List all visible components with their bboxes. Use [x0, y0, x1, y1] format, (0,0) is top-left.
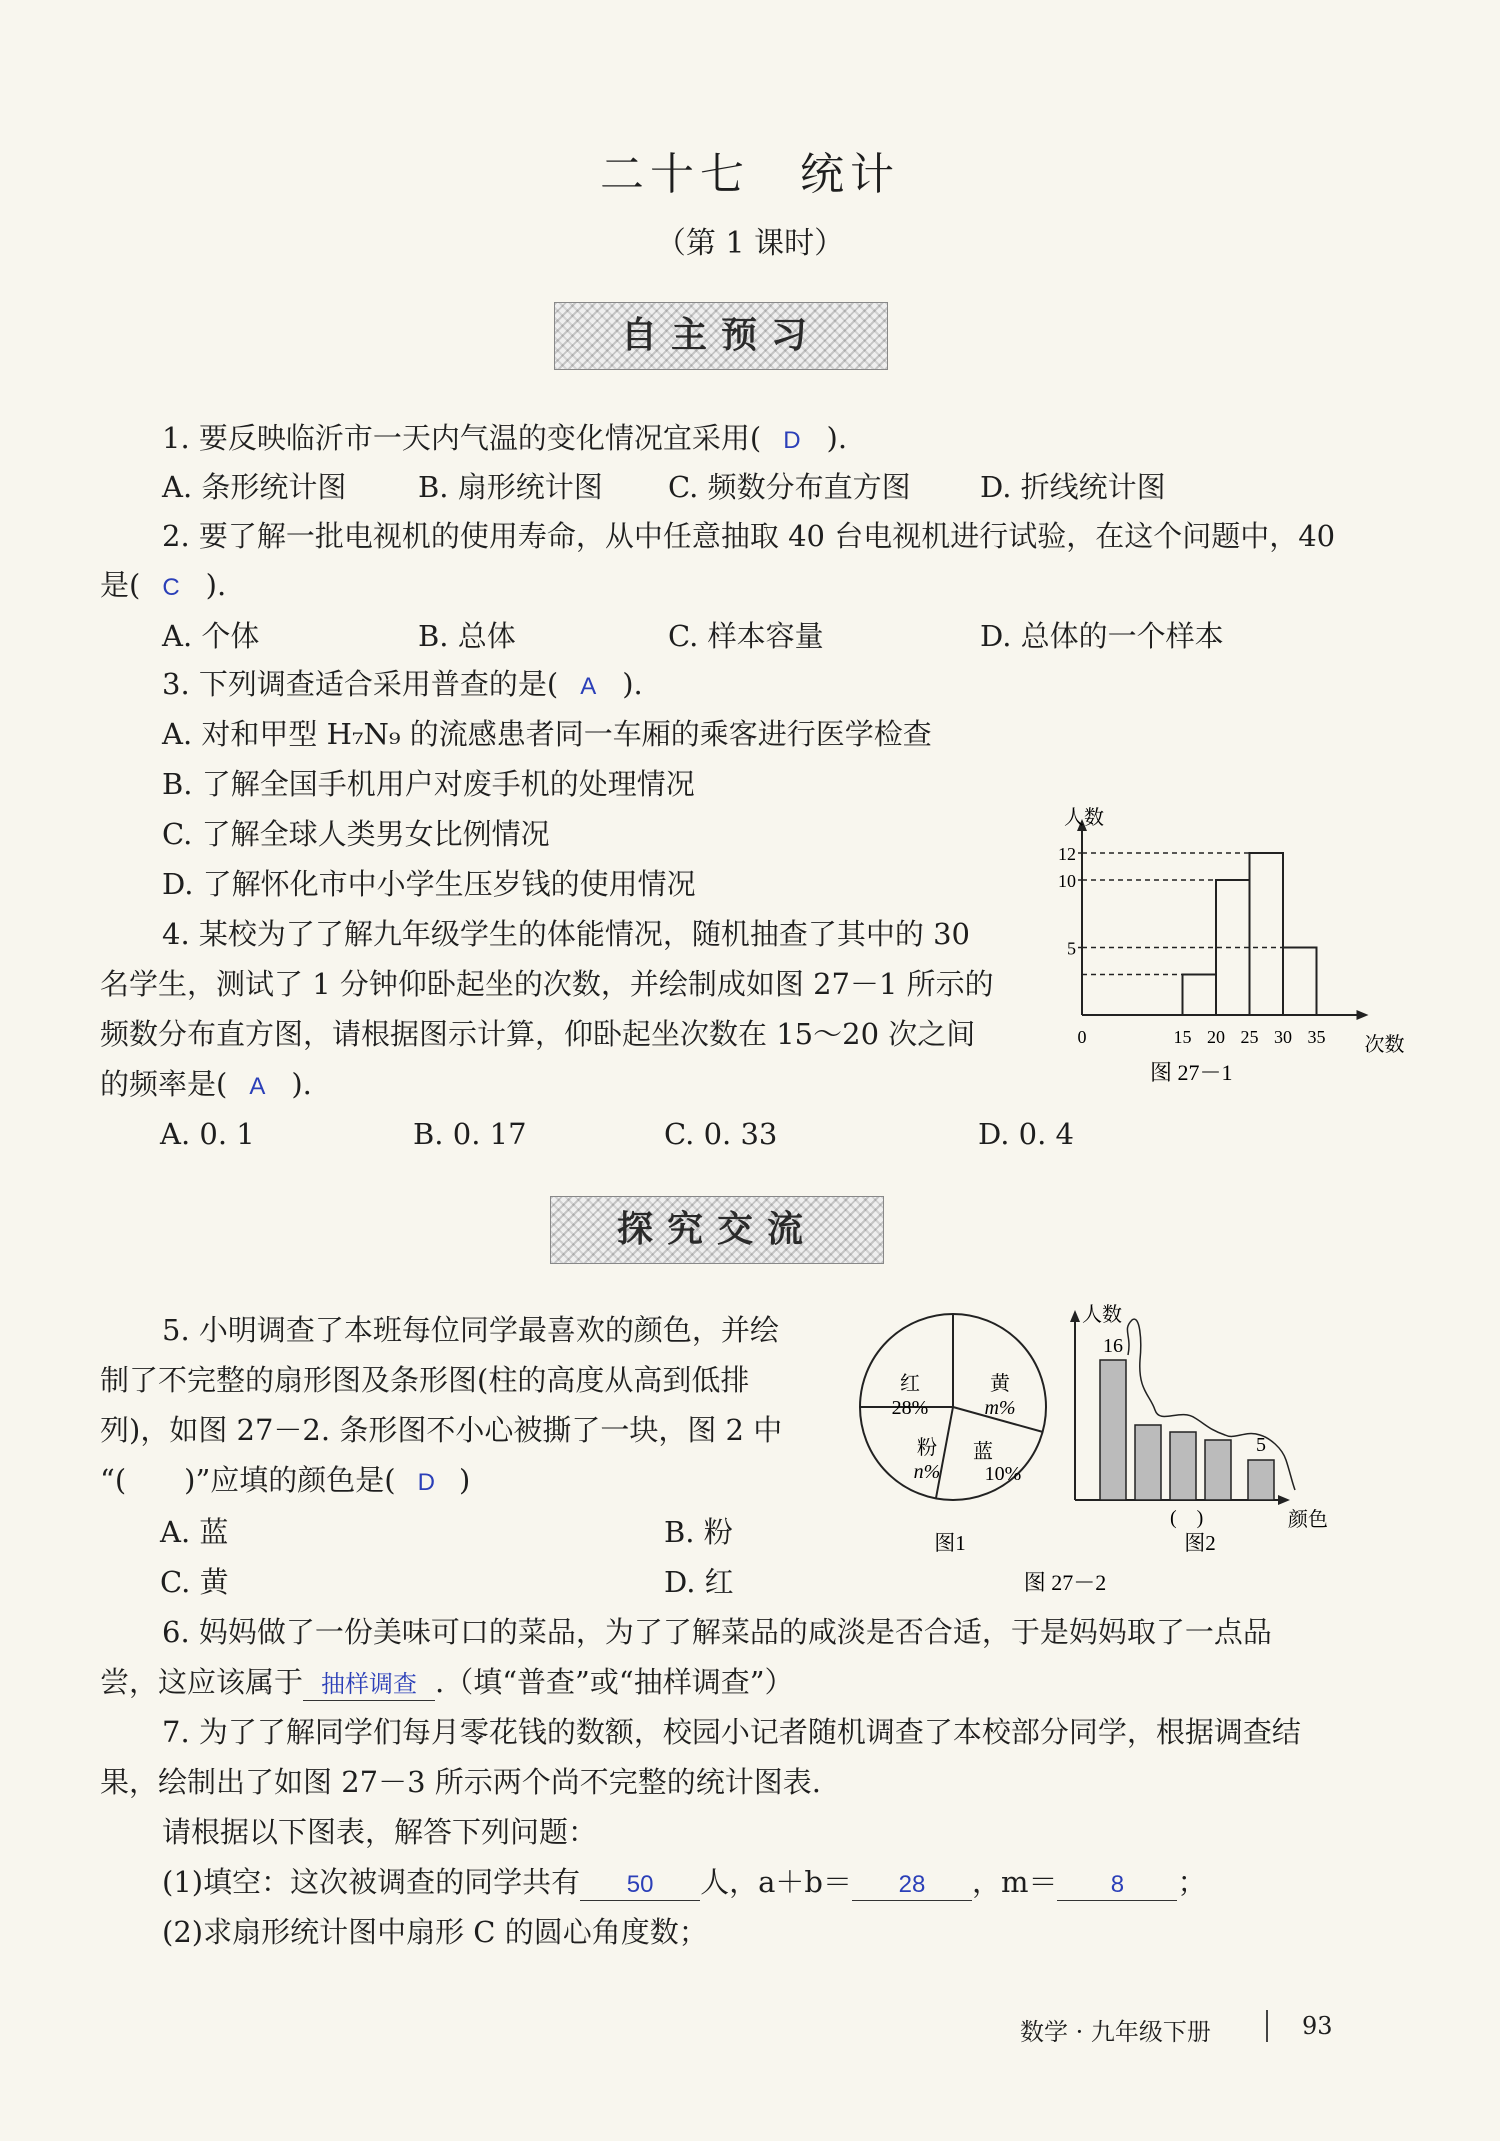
q5-option-c: C. 黄: [160, 1565, 229, 1599]
q1-option-c: C. 频数分布直方图: [668, 470, 911, 504]
histogram-figure-27-1: [1040, 807, 1405, 1090]
lesson-subtitle: （第 1 课时）: [655, 226, 845, 261]
q7-answer-total: 50: [626, 1871, 654, 1898]
bar-3: [1170, 1432, 1196, 1500]
q7-line1: 7. 为了了解同学们每月零花钱的数额，校园小记者随机调查了本校部分同学，根据调查结: [162, 1715, 1301, 1749]
y-axis-label: 人数: [1064, 807, 1104, 829]
x-tick-label: 35: [1307, 1027, 1326, 1047]
q2-option-b: B. 总体: [418, 619, 516, 653]
q4-line1: 4. 某校为了了解九年级学生的体能情况，随机抽查了其中的 30: [162, 917, 971, 951]
q2-stem: 2. 要了解一批电视机的使用寿命，从中任意抽取 40 台电视机进行试验，在这个问题中，40: [162, 519, 1336, 553]
figure-27-2: [850, 1300, 1350, 1610]
footer-book-title: 数学 · 九年级下册: [1020, 2018, 1211, 2046]
q1-stem: 1. 要反映临沂市一天内气温的变化情况宜采用( D ).: [162, 421, 848, 455]
torn-bar-chart: [1070, 1303, 1328, 1531]
q3-stem: 3. 下列调查适合采用普查的是( A ).: [162, 667, 643, 701]
q6-line2: 尝，这应该属于 抽样调查 .（填“普查”或“抽样调查”）: [100, 1665, 794, 1699]
x-axis-arrow: [1357, 1010, 1369, 1020]
pie-value-pink: n%: [913, 1461, 941, 1483]
bar-5: [1248, 1460, 1274, 1500]
q3-option-a: A. 对和甲型 H₇N₉ 的流感患者同一车厢的乘客进行医学检查: [162, 717, 932, 751]
figure-27-2-caption: 图 27－2: [1023, 1570, 1107, 1595]
q3-option-c: C. 了解全球人类男女比例情况: [162, 817, 550, 851]
bar-4: [1205, 1440, 1231, 1500]
x-tick-label: 15: [1173, 1027, 1192, 1047]
pie-label-yellow: 黄: [990, 1373, 1010, 1395]
page-title: 二十七 统计: [600, 149, 900, 200]
q5-line4: “( )”应填的颜色是( D ): [100, 1463, 471, 1497]
q5-option-a: A. 蓝: [160, 1515, 229, 1549]
pie-label-pink: 粉: [917, 1437, 937, 1459]
q3-answer: A: [580, 673, 597, 700]
q2-stem-line2: 是( C ).: [100, 568, 227, 602]
q4-option-b: B. 0. 17: [413, 1117, 527, 1151]
bar-caption: 图2: [1184, 1531, 1216, 1555]
pie-label-blue: 蓝: [973, 1441, 993, 1463]
q1-option-d: D. 折线统计图: [980, 470, 1166, 504]
q5-option-b: B. 粉: [664, 1515, 733, 1549]
q7-answer-m: 8: [1110, 1871, 1125, 1898]
pie-caption: 图1: [934, 1531, 966, 1555]
q3-option-b: B. 了解全国手机用户对废手机的处理情况: [162, 767, 695, 801]
q4-option-a: A. 0. 1: [160, 1117, 255, 1151]
histogram-caption: 图 27－1: [1149, 1060, 1233, 1085]
q5-line2: 制了不完整的扇形图及条形图(柱的高度从高到低排: [100, 1363, 750, 1397]
footer-page-number: 93: [1302, 2012, 1333, 2040]
footer-divider: [1266, 2010, 1268, 2042]
q2-option-d: D. 总体的一个样本: [980, 619, 1224, 653]
y-tick-label: 5: [1067, 938, 1076, 959]
q3-option-d: D. 了解怀化市中小学生压岁钱的使用情况: [162, 867, 696, 901]
bar-blank: ( ): [1170, 1507, 1204, 1529]
x-tick-label: 30: [1274, 1027, 1292, 1047]
bar-1-value: 16: [1103, 1335, 1123, 1357]
q6-answer: 抽样调查: [321, 1671, 418, 1698]
x-tick-label: 25: [1240, 1027, 1259, 1047]
bar-5-value: 5: [1256, 1434, 1266, 1456]
q5-line1: 5. 小明调查了本班每位同学最喜欢的颜色，并绘: [162, 1313, 779, 1347]
q1-answer: D: [783, 427, 801, 454]
y-tick-label: 10: [1058, 871, 1076, 891]
q6-line1: 6. 妈妈做了一份美味可口的菜品，为了了解菜品的咸淡是否合适，于是妈妈取了一点品: [162, 1615, 1272, 1649]
pie-label-red: 红: [900, 1373, 920, 1395]
y-tick-label: 12: [1058, 844, 1076, 864]
q7-line2: 果，绘制出了如图 27－3 所示两个尚不完整的统计图表.: [100, 1765, 822, 1799]
q5-answer: D: [417, 1469, 435, 1496]
histogram-bar: [1283, 948, 1317, 1016]
section-banner-preview: 自主预习: [554, 302, 888, 370]
q4-line3: 频数分布直方图，请根据图示计算，仰卧起坐次数在 15～20 次之间: [100, 1017, 976, 1051]
q7-part2: (2)求扇形统计图中扇形 C 的圆心角度数；: [162, 1915, 708, 1949]
pie-value-yellow: m%: [984, 1397, 1016, 1419]
pie-chart: [860, 1314, 1046, 1500]
q2-answer: C: [162, 574, 180, 601]
section-banner-explore: 探究交流: [550, 1196, 884, 1264]
q4-option-c: C. 0. 33: [664, 1117, 778, 1151]
q4-option-d: D. 0. 4: [978, 1117, 1074, 1151]
q1-option-b: B. 扇形统计图: [418, 470, 603, 504]
bar-2: [1135, 1425, 1161, 1500]
q2-option-a: A. 个体: [162, 619, 260, 653]
q7-answer-ab: 28: [898, 1871, 926, 1898]
histogram-bar: [1250, 853, 1284, 1015]
pie-value-red: 28%: [891, 1397, 929, 1419]
bar-ylabel: 人数: [1082, 1304, 1122, 1326]
q2-option-c: C. 样本容量: [668, 619, 824, 653]
x-axis-label: 次数: [1364, 1034, 1405, 1056]
histogram-bar: [1183, 975, 1217, 1016]
q7-line3: 请根据以下图表，解答下列问题：: [162, 1815, 598, 1849]
q4-answer: A: [249, 1073, 266, 1100]
x-tick-label: 0: [1077, 1027, 1087, 1047]
q4-line2: 名学生，测试了 1 分钟仰卧起坐的次数，并绘制成如图 27－1 所示的: [100, 967, 994, 1001]
q1-option-a: A. 条形统计图: [162, 470, 347, 504]
q5-line3: 列)，如图 27－2. 条形图不小心被撕了一块，图 2 中: [100, 1413, 783, 1447]
x-tick-label: 20: [1207, 1027, 1225, 1047]
q4-line4: 的频率是( A ).: [100, 1067, 312, 1101]
bar-xlabel: 颜色: [1288, 1509, 1328, 1531]
q5-option-d: D. 红: [664, 1565, 734, 1599]
q7-part1: (1)填空：这次被调查的同学共有 50 人，a＋b＝ 28 ，m＝ 8 ；: [162, 1865, 1207, 1899]
bar-1: [1100, 1360, 1126, 1500]
pie-value-blue: 10%: [984, 1463, 1022, 1485]
